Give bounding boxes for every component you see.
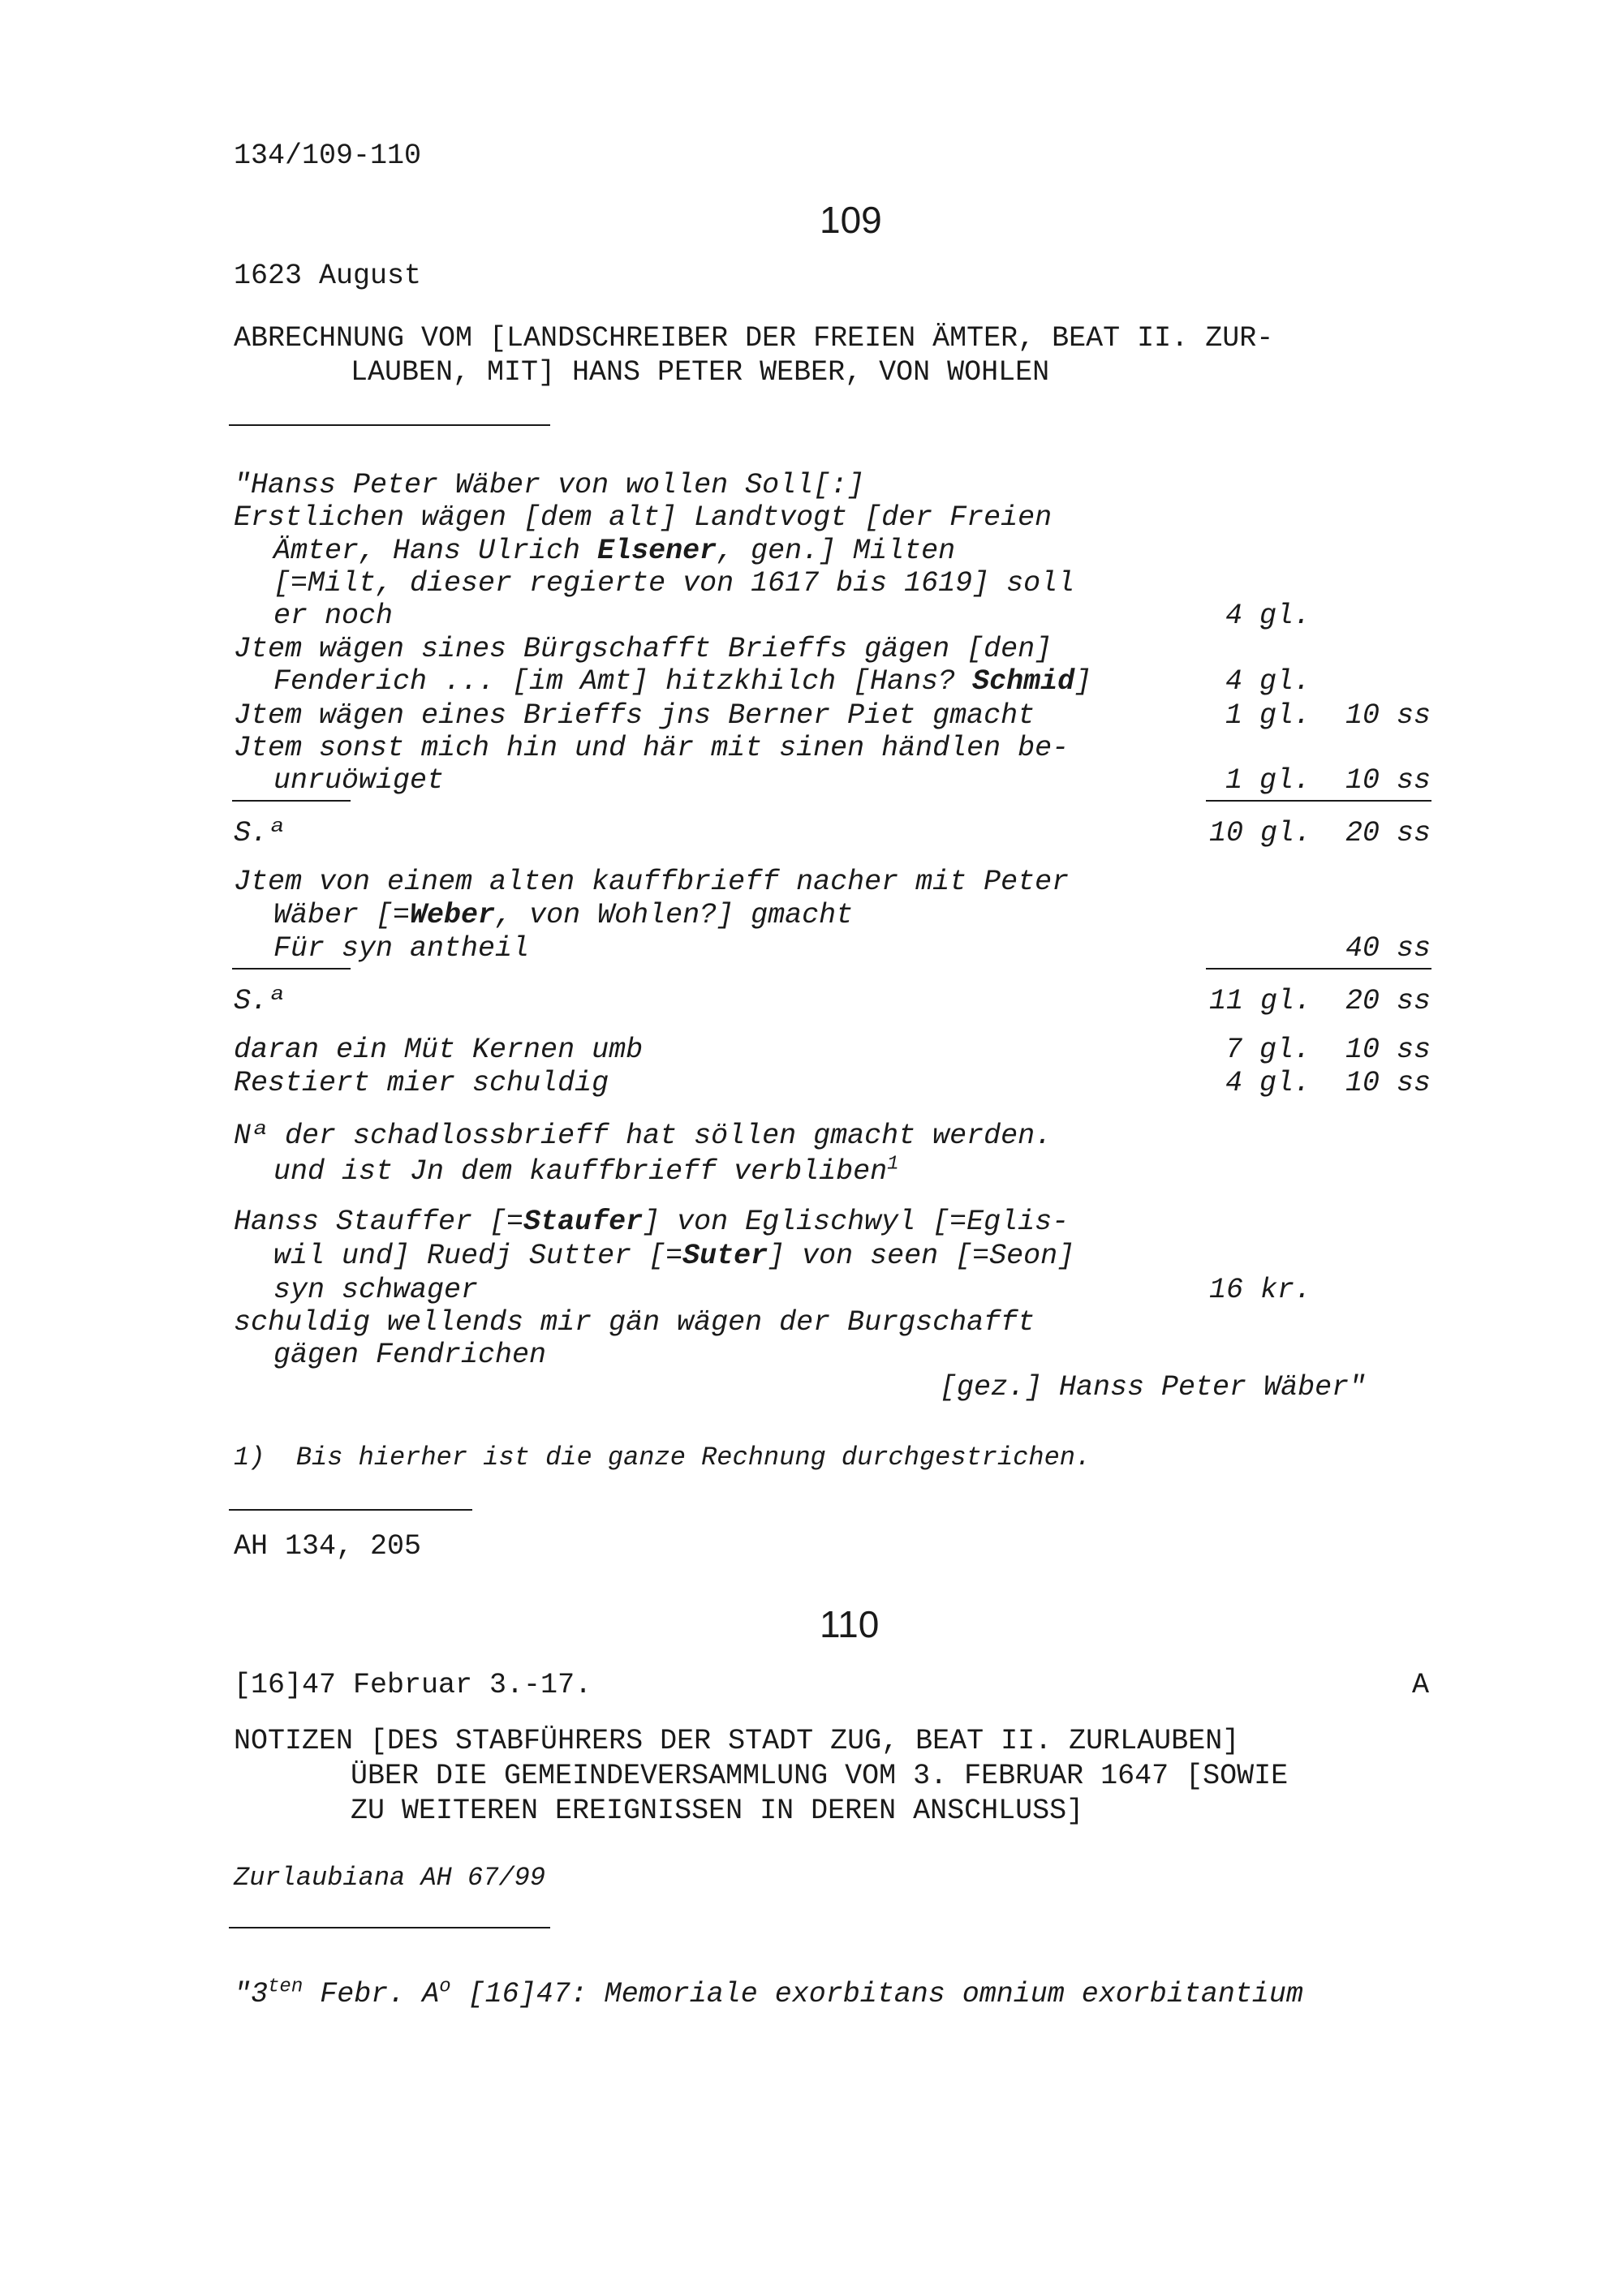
entry-line: wil und] Ruedj Sutter [=Suter] von seen [=Seon]: [273, 1240, 1075, 1272]
entry-line: Hanss Stauffer [=Staufer] von Eglischwyl [=Eglis-: [234, 1206, 1070, 1238]
amount-value: 7 gl.: [1225, 1034, 1311, 1066]
footnote-ref: 1: [887, 1153, 899, 1176]
entry-line: Jtem sonst mich hin und här mit sinen händlen be-: [234, 732, 1070, 764]
entry-line: Wäber [=Weber, von Wohlen?] gmacht: [273, 899, 854, 931]
entry-line: syn schwager: [273, 1274, 479, 1306]
doc-title-line: NOTIZEN [DES STABFÜHRERS DER STADT ZUG, BEAT II. ZURLAUBEN]: [234, 1725, 1240, 1757]
sum-rule: [1206, 968, 1431, 970]
signature-line: [gez.] Hanss Peter Wäber": [940, 1371, 1367, 1404]
amount-value: 10 ss: [1345, 764, 1431, 797]
entry-line: unruöwiget: [273, 764, 445, 797]
sum-rule: [232, 968, 351, 970]
entry-line: daran ein Müt Kernen umb: [234, 1034, 644, 1066]
doc-number-109: 109: [820, 199, 882, 241]
amount-value: 1 gl.: [1225, 764, 1311, 797]
amount-value: 4 gl.: [1225, 600, 1311, 632]
sum-rule: [1206, 800, 1431, 802]
separator-rule: [229, 424, 550, 426]
amount-value: 10 ss: [1345, 1034, 1431, 1066]
entry-line: Für syn antheil: [273, 932, 530, 965]
entry-line: er noch: [273, 600, 394, 632]
amount-value: 40 ss: [1345, 932, 1431, 965]
amount-value: 10 ss: [1345, 699, 1431, 732]
entry-line: Restiert mier schuldig: [234, 1067, 609, 1099]
entry-line: "Hanss Peter Wäber von wollen Soll[:]: [234, 469, 865, 501]
entry-line: gägen Fendrichen: [273, 1339, 547, 1371]
entry-line: [=Milt, dieser regierte von 1617 bis 1619] soll: [273, 567, 1075, 600]
separator-rule: [229, 1927, 550, 1928]
amount-value: 4 gl.: [1225, 1067, 1311, 1099]
doc-date: 1623 August: [234, 260, 422, 292]
page-reference: 134/109-110: [234, 140, 422, 172]
doc-title-line: LAUBEN, MIT] HANS PETER WEBER, VON WOHLEN: [351, 356, 1050, 389]
footnote: 1) Bis hierher ist die ganze Rechnung durchgestrichen.: [234, 1443, 1091, 1473]
doc-title-line: ZU WEITEREN EREIGNISSEN IN DEREN ANSCHLUSS]: [351, 1795, 1084, 1827]
entry-line: Jtem von einem alten kauffbrieff nacher mit Peter: [234, 866, 1070, 898]
entry-line: Ämter, Hans Ulrich Elsener, gen.] Milten: [273, 535, 956, 567]
entry-line: Erstlichen wägen [dem alt] Landtvogt [der Freien: [234, 501, 1053, 534]
sum-value: 10 gl.: [1209, 817, 1312, 849]
source-reference: AH 134, 205: [234, 1530, 422, 1563]
doc-title-line: ÜBER DIE GEMEINDEVERSAMMLUNG VOM 3. FEBRUAR 1647 [SOWIE: [351, 1760, 1289, 1792]
amount-value: 1 gl.: [1225, 699, 1311, 732]
amount-value: 4 gl.: [1225, 665, 1311, 698]
entry-line: "$3^{ten}$ Febr. $A^o$ [16]47: Memoriale exorbitans omnium exorbitantium: [234, 1976, 1303, 2010]
doc-variant-letter: A: [1412, 1669, 1430, 1701]
entry-line: schuldig wellends mir gän wägen der Burgschafft: [234, 1306, 1035, 1339]
entry-line: Jtem wägen sines Bürgschafft Brieffs gägen [den]: [234, 633, 1053, 665]
entry-line: Nª der schadlossbrieff hat söllen gmacht werden.: [234, 1120, 1053, 1152]
sum-value: 20 ss: [1345, 817, 1431, 849]
entry-line: Fenderich ... [im Amt] hitzkhilch [Hans? Schmid]: [273, 665, 1092, 698]
sum-value: 11 gl.: [1209, 985, 1312, 1017]
amount-value: 10 ss: [1345, 1067, 1431, 1099]
doc-date: [16]47 Februar 3.-17.: [234, 1669, 592, 1701]
separator-rule: [229, 1509, 472, 1511]
source-reference: Zurlaubiana AH 67/99: [234, 1863, 546, 1893]
amount-value: 16 kr.: [1209, 1274, 1312, 1306]
sum-label: S.ª: [234, 985, 286, 1017]
doc-number-110: 110: [820, 1603, 880, 1645]
entry-line: und ist Jn dem kauffbrieff verbliben$^1$: [273, 1153, 899, 1188]
sum-rule: [232, 800, 351, 802]
sum-label: S.ª: [234, 817, 286, 849]
sum-value: 20 ss: [1345, 985, 1431, 1017]
entry-line: Jtem wägen eines Brieffs jns Berner Piet gmacht: [234, 699, 1035, 732]
doc-title-line: ABRECHNUNG VOM [LANDSCHREIBER DER FREIEN ÄMTER, BEAT II. ZUR-: [234, 322, 1274, 355]
